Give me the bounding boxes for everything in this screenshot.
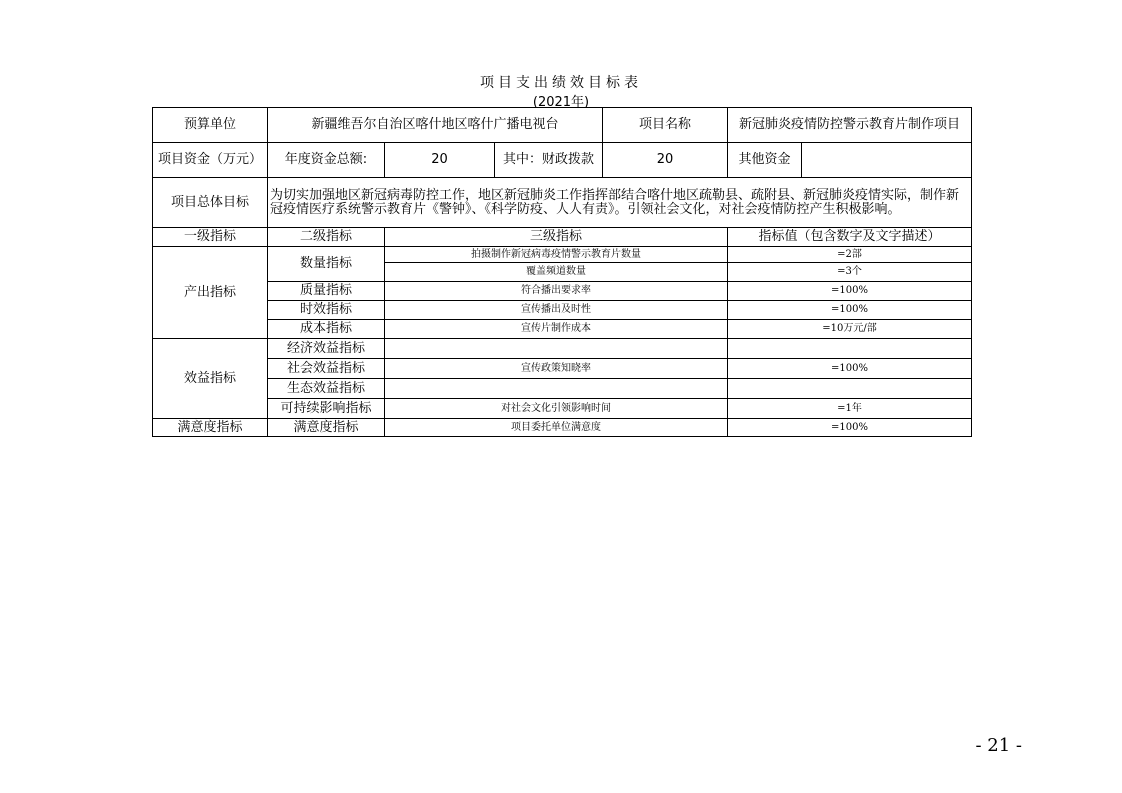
indicator-value: =1年 xyxy=(728,399,972,419)
project-funds-label: 项目资金（万元） xyxy=(153,143,268,178)
indicator-value: =3个 xyxy=(728,263,972,282)
satisfaction-sub-label: 满意度指标 xyxy=(268,419,385,437)
indicator-value: =100% xyxy=(728,359,972,379)
table-row xyxy=(153,320,972,339)
indicator-name xyxy=(385,339,728,359)
budget-unit-label: 预算单位 xyxy=(153,108,268,143)
output-indicator-label: 产出指标 xyxy=(153,247,268,339)
row-overall-goal xyxy=(153,178,972,228)
indicator-name: 拍摄制作新冠病毒疫情警示教育片数量 xyxy=(385,247,728,263)
row-project-funds xyxy=(153,143,972,178)
overall-goal-label: 项目总体目标 xyxy=(153,178,268,228)
cost-indicator-label: 成本指标 xyxy=(268,320,385,339)
project-name-value: 新冠肺炎疫情防控警示教育片制作项目 xyxy=(728,108,972,143)
other-funds-label: 其他资金 xyxy=(728,143,802,178)
indicator-value: =100% xyxy=(728,301,972,320)
indicator-name xyxy=(385,379,728,399)
indicator-value: =10万元/部 xyxy=(728,320,972,339)
indicator-name: 对社会文化引领影响时间 xyxy=(385,399,728,419)
table-row xyxy=(153,419,972,437)
col-header-level3: 三级指标 xyxy=(385,228,728,247)
table-row xyxy=(153,339,972,359)
economic-indicator-label: 经济效益指标 xyxy=(268,339,385,359)
indicator-value xyxy=(728,379,972,399)
table-row xyxy=(153,359,972,379)
page-number: - 21 - xyxy=(975,735,1022,756)
quality-indicator-label: 质量指标 xyxy=(268,282,385,301)
col-header-value: 指标值（包含数字及文字描述） xyxy=(728,228,972,247)
ecological-indicator-label: 生态效益指标 xyxy=(268,379,385,399)
table-row xyxy=(153,247,972,263)
indicator-name: 宣传播出及时性 xyxy=(385,301,728,320)
fiscal-funds-value: 20 xyxy=(603,143,728,178)
indicator-name: 项目委托单位满意度 xyxy=(385,419,728,437)
quantity-indicator-label: 数量指标 xyxy=(268,247,385,282)
indicator-name: 覆盖频道数量 xyxy=(385,263,728,282)
col-header-level1: 一级指标 xyxy=(153,228,268,247)
indicator-value xyxy=(728,339,972,359)
annual-total-value: 20 xyxy=(385,143,495,178)
social-indicator-label: 社会效益指标 xyxy=(268,359,385,379)
indicator-name: 宣传政策知晓率 xyxy=(385,359,728,379)
table-row xyxy=(153,301,972,320)
row-budget-unit xyxy=(153,108,972,143)
page-title: 项目支出绩效目标表 xyxy=(480,75,642,91)
table-row xyxy=(153,399,972,419)
sustainable-indicator-label: 可持续影响指标 xyxy=(268,399,385,419)
project-name-label: 项目名称 xyxy=(603,108,728,143)
budget-unit-value: 新疆维吾尔自治区喀什地区喀什广播电视台 xyxy=(268,108,603,143)
timeliness-indicator-label: 时效指标 xyxy=(268,301,385,320)
annual-total-label: 年度资金总额: xyxy=(268,143,385,178)
satisfaction-indicator-label: 满意度指标 xyxy=(153,419,268,437)
col-header-level2: 二级指标 xyxy=(268,228,385,247)
table-row xyxy=(153,282,972,301)
fiscal-funds-label: 其中：财政拨款 xyxy=(495,143,603,178)
indicator-value: =100% xyxy=(728,419,972,437)
indicator-name: 宣传片制作成本 xyxy=(385,320,728,339)
indicator-value: =100% xyxy=(728,282,972,301)
indicator-name: 符合播出要求率 xyxy=(385,282,728,301)
performance-target-table xyxy=(152,107,972,437)
indicator-value: =2部 xyxy=(728,247,972,263)
benefit-indicator-label: 效益指标 xyxy=(153,339,268,419)
other-funds-value xyxy=(802,143,972,178)
overall-goal-text: 为切实加强地区新冠病毒防控工作，地区新冠肺炎工作指挥部结合喀什地区疏勒县、疏附县、新冠肺炎疫情实际，制作新冠疫情医疗系统警示教育片《警钟》、《科学防疫、人人有责》。引领社会文化，对社会疫情防控产生积极影响。 xyxy=(268,178,972,228)
table-row xyxy=(153,379,972,399)
row-column-headers xyxy=(153,228,972,247)
year-subtitle: (2021年) xyxy=(532,95,590,110)
